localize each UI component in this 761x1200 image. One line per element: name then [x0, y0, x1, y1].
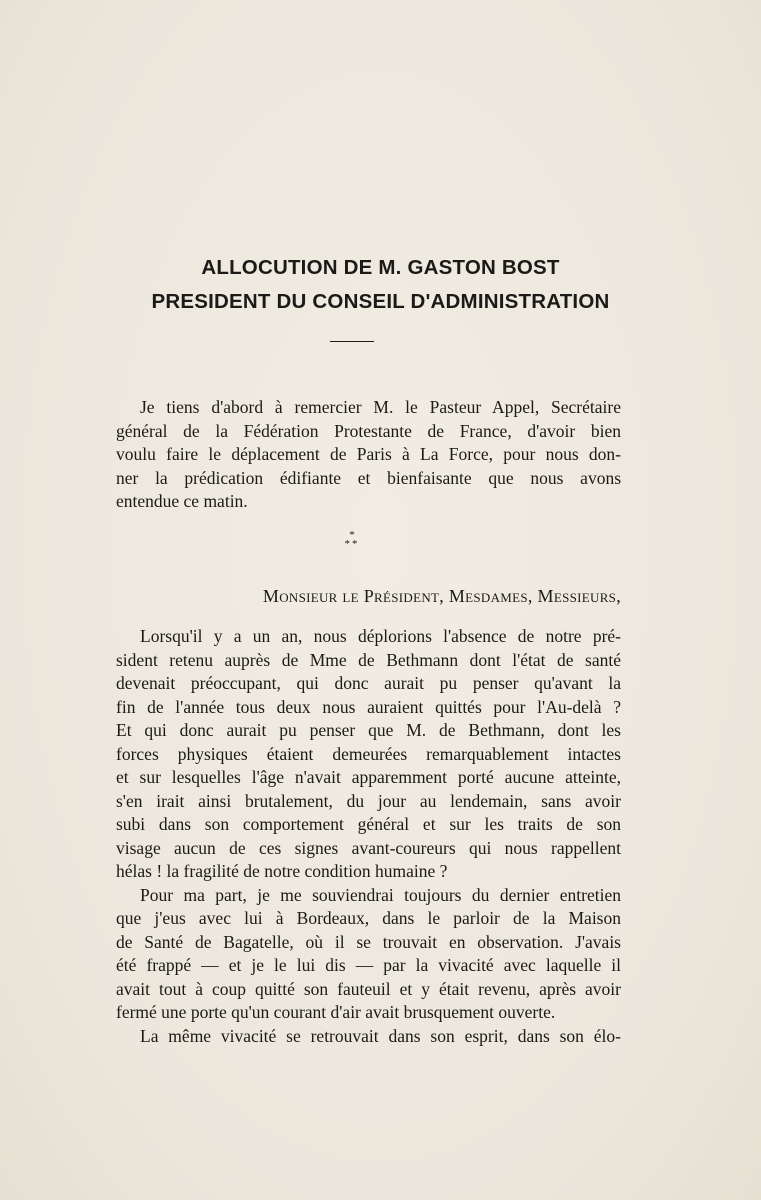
body-line: avait tout à coup quitté son fauteuil et y était revenu, après avoir: [116, 978, 621, 999]
title-divider: [330, 341, 374, 342]
body-line: sident retenu auprès de Mme de Bethmann dont l'état de santé: [116, 649, 621, 670]
body-line: fin de l'année tous deux nous auraient quittés pour l'Au-delà ?: [116, 696, 621, 717]
intro-line: voulu faire le déplacement de Paris à La Force, pour nous don-: [116, 444, 621, 464]
heading-line-1: ALLOCUTION DE M. GASTON BOST: [201, 256, 560, 279]
body-line: devenait préoccupant, qui donc aurait pu penser qu'avant la: [116, 673, 621, 693]
body-line: visage aucun de ces signes avant-coureurs qui nous rappellent: [116, 837, 621, 858]
intro-line: Je tiens d'abord à remercier M. le Pasteur Appel, Secrétaire: [140, 397, 621, 417]
body-line: Et qui donc aurait pu penser que M. de Bethmann, dont les: [116, 720, 621, 740]
salutation: Monsieur le Président, Mesdames, Messieurs,: [262, 586, 621, 606]
body-line: subi dans son comportement général et sur les traits de son: [116, 814, 621, 834]
body-line: Lorsqu'il y a un an, nous déplorions l'absence de notre pré-: [140, 626, 621, 646]
asterism-divider: * **: [344, 529, 360, 550]
intro-line: général de la Fédération Protestante de France, d'avoir bien: [116, 420, 621, 441]
body-line: hélas ! la fragilité de notre condition humaine ?: [116, 861, 448, 881]
body-line: forces physiques étaient demeurées remarquablement intactes: [116, 743, 621, 764]
body-line: et sur lesquelles l'âge n'avait apparemment porté aucune atteinte,: [116, 767, 621, 787]
body-line: de Santé de Bagatelle, où il se trouvait en observation. J'avais: [116, 931, 621, 952]
heading-line-2: PRESIDENT DU CONSEIL D'ADMINISTRATION: [151, 290, 610, 313]
body-line: Pour ma part, je me souviendrai toujours du dernier entretien: [140, 884, 621, 905]
intro-paragraph: [116, 396, 621, 514]
intro-line: ner la prédication édifiante et bienfaisante que nous avons: [116, 467, 621, 488]
body-line: été frappé — et je le lui dis — par la vivacité avec laquelle il: [116, 955, 621, 975]
body-paragraph: [116, 625, 621, 1048]
body-line: que j'eus avec lui à Bordeaux, dans le parloir de la Maison: [116, 908, 621, 928]
body-line: fermé une porte qu'un courant d'air avait brusquement ouverte.: [116, 1002, 556, 1022]
intro-line: entendue ce matin.: [116, 491, 248, 511]
body-line: s'en irait ainsi brutalement, du jour au lendemain, sans avoir: [116, 790, 621, 811]
body-line: La même vivacité se retrouvait dans son esprit, dans son élo-: [140, 1025, 621, 1046]
